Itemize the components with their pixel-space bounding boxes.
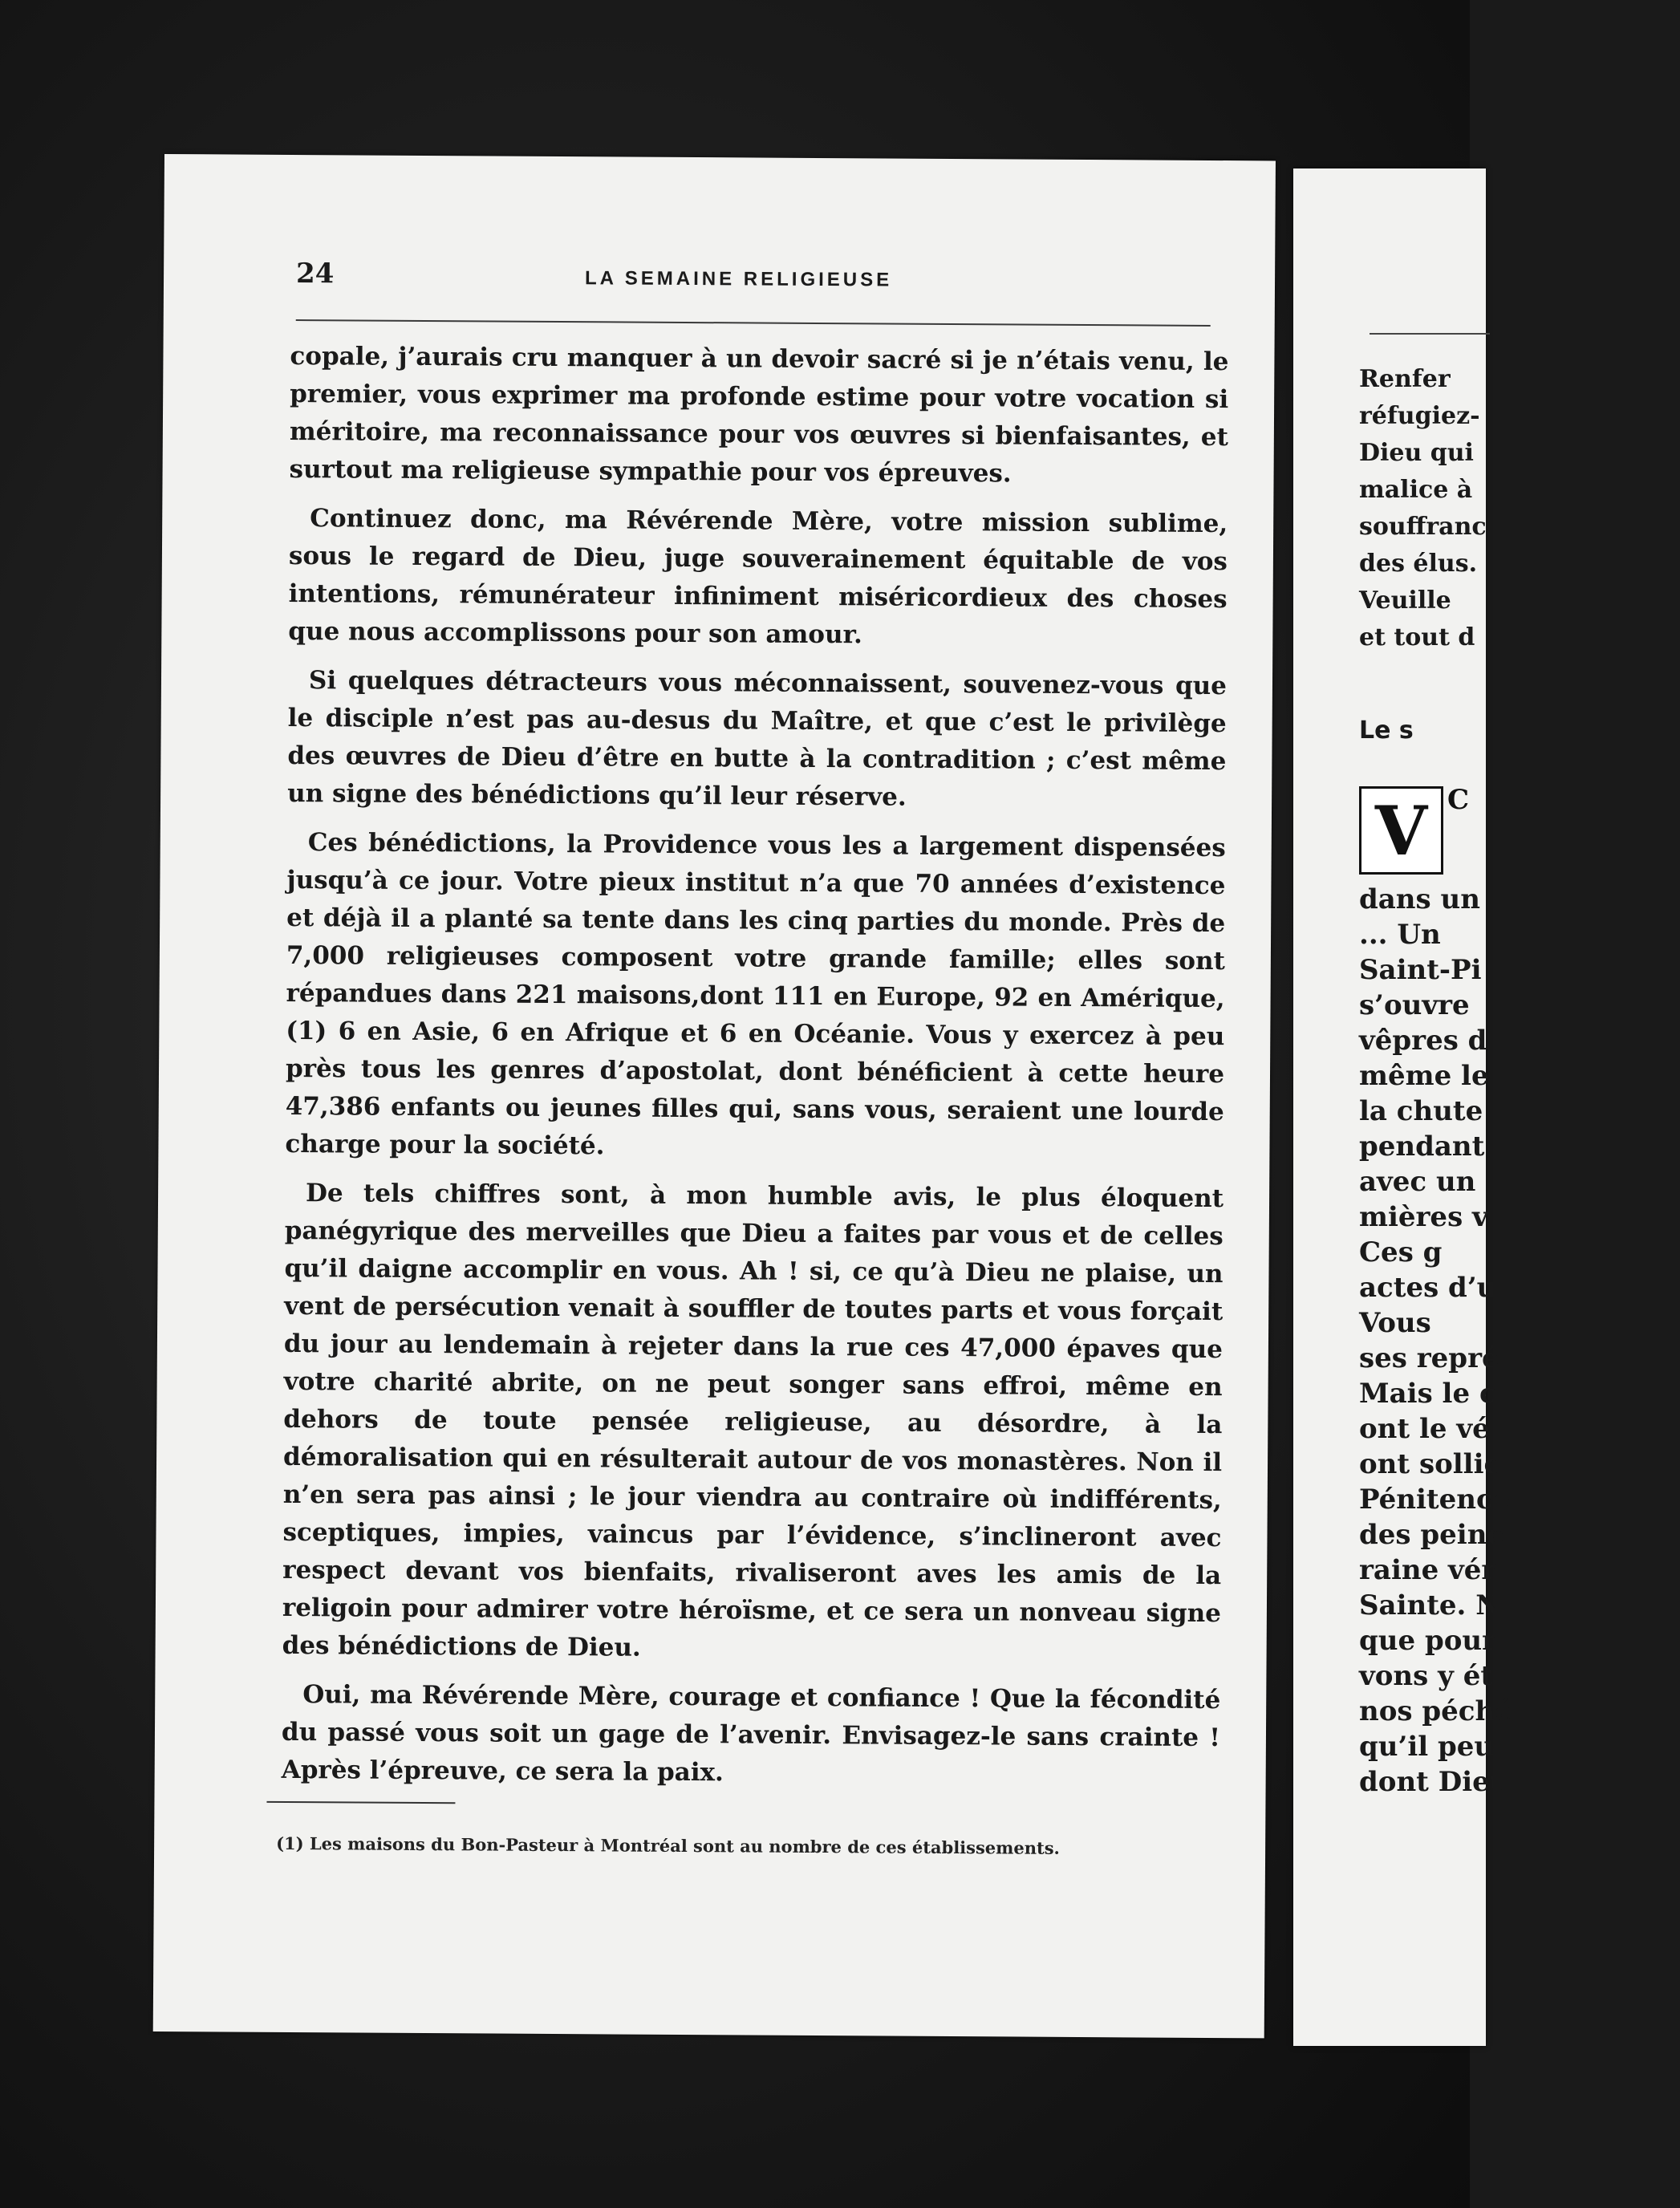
- journal-title: LA SEMAINE RELIGIEUSE: [584, 267, 893, 291]
- footnote-rule: [266, 1801, 455, 1804]
- running-head: [296, 258, 1339, 312]
- text-line: Dieu qui: [1359, 439, 1474, 467]
- text-line: Vous: [1359, 1307, 1431, 1339]
- right-header-rule: [1370, 333, 1490, 335]
- text-line: qu’il peu: [1359, 1731, 1495, 1763]
- text-line: ses repré: [1359, 1342, 1499, 1374]
- spacer: [1359, 656, 1680, 712]
- text-line: dans un: [1359, 883, 1480, 915]
- text-line: des élus.: [1359, 550, 1478, 578]
- left-page: [153, 154, 1276, 2038]
- paragraph: Oui, ma Révérende Mère, courage et confiance ! Que la fécondité du passé vous soit un gage de l’avenir. Envisagez-le sans crainte ! Après l’épreuve, ce sera la paix.: [281, 1680, 1221, 1788]
- text-line: ont le vé: [1359, 1413, 1490, 1445]
- text-line: Renfer: [1359, 365, 1451, 393]
- text-line: ont sollic: [1359, 1448, 1501, 1480]
- footnote: (1) Les maisons du Bon-Pasteur à Montréal sont au nombre de ces établissements.: [276, 1833, 1060, 1858]
- body-text: [281, 338, 1228, 1806]
- header-rule: [296, 319, 1211, 327]
- text-line: et tout d: [1359, 623, 1475, 651]
- text-line: souffranc: [1359, 513, 1487, 541]
- text-line: réfugiez-: [1359, 402, 1480, 430]
- text-line: vons y ét: [1359, 1660, 1494, 1692]
- section-heading: Le s: [1359, 716, 1414, 745]
- dropcap-row: [1359, 781, 1680, 882]
- ornamental-dropcap: [1359, 786, 1443, 875]
- dropcap-continuation: C: [1447, 784, 1470, 816]
- text-line: actes d’u: [1359, 1272, 1497, 1304]
- right-page-text: [1359, 361, 1680, 1800]
- text-line: mières v: [1359, 1201, 1488, 1233]
- text-line: Saint-Pi: [1359, 954, 1482, 986]
- dropcap-letter: V: [1374, 791, 1428, 871]
- text-line: Ces g: [1359, 1236, 1443, 1268]
- text-line: des peine: [1359, 1519, 1505, 1551]
- text-line: s’ouvre: [1359, 989, 1470, 1021]
- paragraph: De tels chiffres sont, à mon humble avis, le plus éloquent panégyrique des merveilles que Dieu a faites par vous et de celles qu’il daigne accomplir en vous. Ah ! si, ce qu’à Dieu ne plaise, un vent de persécution venait à souffler de toutes parts et vous forçait du jour au lendemain à rejeter dans la rue ces 47,000 épaves que votre charité abrite, on ne peut songer sans effroi, même en dehors de toute pensée religieuse, au désordre, à la démoralisation qui en résulterait autour de vos monastères. Non il n’en sera pas ainsi ; le jour viendra au contraire où indifférents, sceptiques, impies, vaincus par l’évidence, s’inclineront avec respect devant vos bienfaits, rivaliseront aves les amis de la religoin pour admirer votre héroïsme, et ce sera un nonveau signe des bénédictions de Dieu.: [282, 1179, 1224, 1662]
- text-line: pendant: [1359, 1130, 1485, 1163]
- paragraph: Continuez donc, ma Révérende Mère, votre mission sublime, sous le regard de Dieu, juge souverainement équitable de vos intentions, rémunérateur infiniment miséricordieux des choses que nous accomplissons pour son amour.: [288, 504, 1228, 650]
- paragraph: Ces bénédictions, la Providence vous les a largement dispensées jusqu’à ce jour. Votre pieux institut n’a que 70 années d’existence et déjà il a planté sa tente dans les cinq parties du monde. Près de 7,000 religieuses composent votre grande famille; elles sont répandues dans 221 maisons,dont 111 en Europe, 92 en Amérique, (1) 6 en Asie, 6 en Afrique et 6 en Océanie. Vous y exercez à peu près tous les genres d’apostolat, dont bénéficient à cette heure 47,386 enfants ou jeunes filles qui, sans vous, seraient une lourde charge pour la société.: [285, 828, 1226, 1161]
- page-number: 24: [295, 258, 335, 290]
- text-line: Veuille: [1359, 586, 1451, 615]
- text-line: même le: [1359, 1060, 1489, 1092]
- paragraph: Si quelques détracteurs vous méconnaissent, souvenez-vous que le disciple n’est pas au-desus du Maître, et que c’est le privilège des œuvres de Dieu d’être en butte à la contradition ; c’est même un signe des bénédictions qu’il leur réserve.: [287, 666, 1228, 812]
- text-line: dont Dieu: [1359, 1766, 1510, 1798]
- text-line: vêpres d: [1359, 1025, 1487, 1057]
- text-line: Sainte. N: [1359, 1589, 1501, 1622]
- right-page: [1293, 168, 1512, 2046]
- text-line: la chute: [1359, 1095, 1483, 1127]
- text-line: malice à: [1359, 476, 1473, 504]
- text-line: raine vér: [1359, 1554, 1496, 1586]
- text-line: Mais le c: [1359, 1378, 1496, 1410]
- spacer: [1359, 749, 1680, 781]
- text-line: ... Un: [1359, 919, 1441, 951]
- text-line: avec un: [1359, 1166, 1476, 1198]
- text-line: que pour: [1359, 1625, 1497, 1657]
- text-line: nos péché: [1359, 1695, 1512, 1727]
- paragraph: copale, j’aurais cru manquer à un devoir sacré si je n’étais venu, le premier, vous exprimer ma profonde estime pour votre vocation si méritoire, ma reconnaissance pour vos œuvres si bienfaisantes, et surtout ma religieuse sympathie pour vos épreuves.: [289, 341, 1229, 489]
- text-line: Pénitence: [1359, 1484, 1511, 1516]
